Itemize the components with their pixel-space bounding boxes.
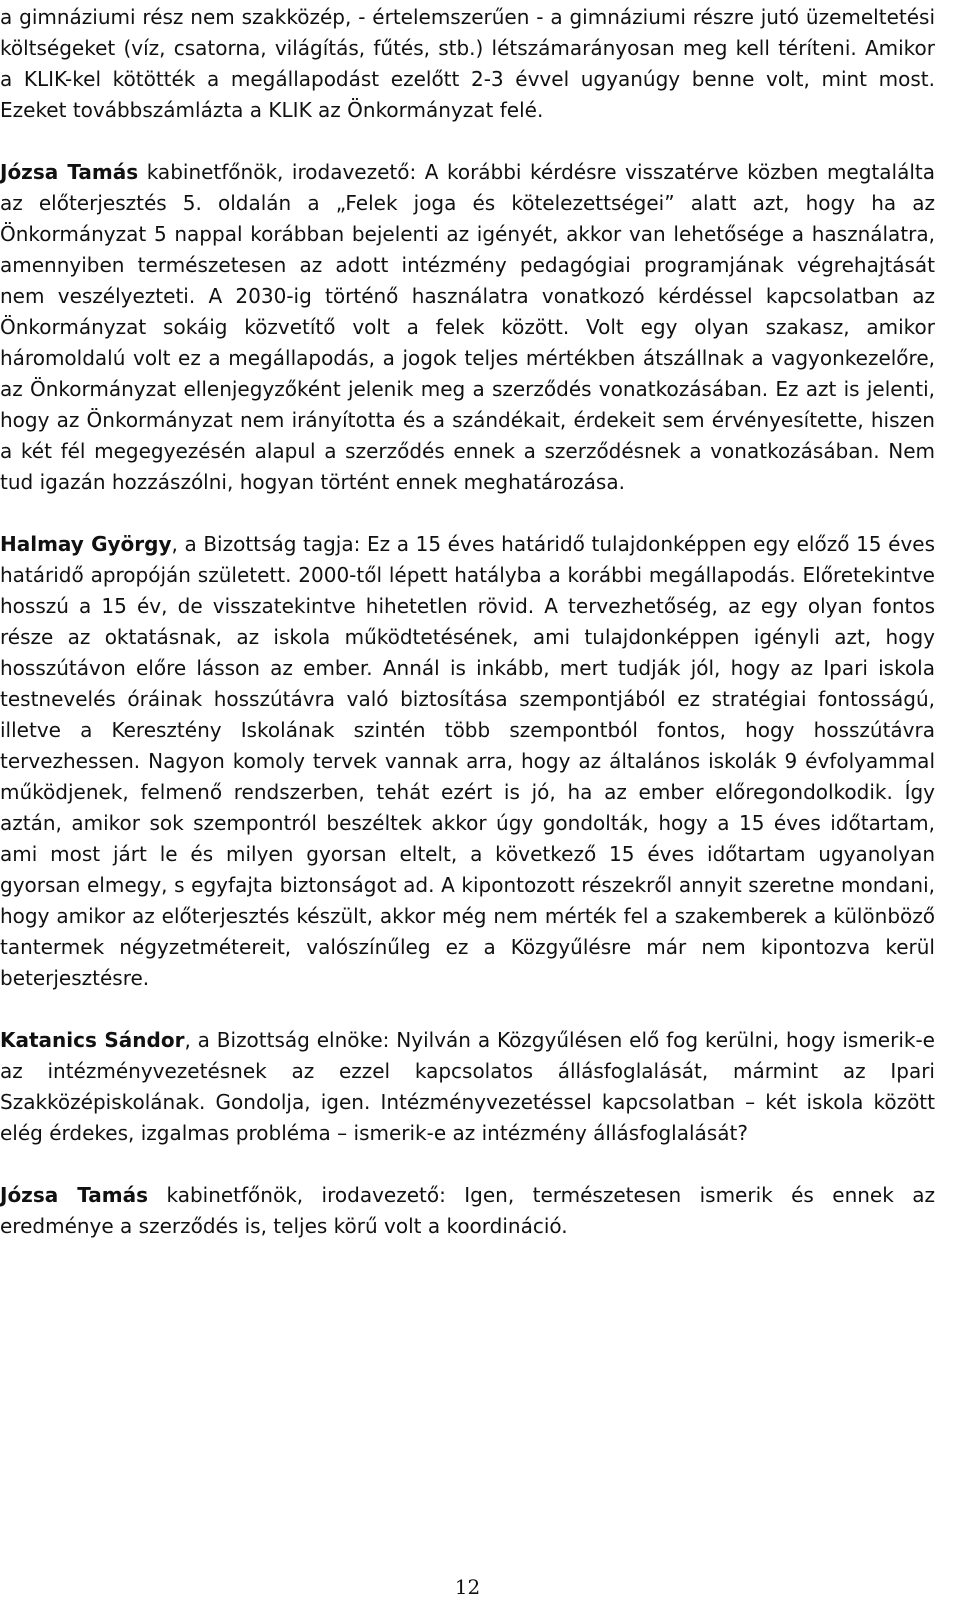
paragraph-text: Nyilván a Közgyűlésen elő fog kerülni, hogy ismerik-e az intézményvezetésnek az ezzel kapcsolatos állásfoglalását, mármint az Ipari Szakközépiskolának. Gondolja, igen. Intézményvezetéssel kapcsolatban – két iskola között elég érdekes, izgalmas probléma – ismerik-e az intézmény állásfoglalását? <box>0 1028 935 1145</box>
paragraph-5 <box>0 1180 935 1242</box>
page-number: 12 <box>454 1575 481 1599</box>
speaker-name: Katanics Sándor <box>0 1028 185 1052</box>
paragraph-text: Ez a 15 éves határidő tulajdonképpen egy előző 15 éves határidő apropóján született. 2000-től lépett hatályba a korábbi megállapodás. Előretekintve hosszú a 15 év, de visszatekintve hihetetlen rövid. A tervezhetőség, az egy olyan fontos része az oktatásnak, az iskola működtetésének, ami tulajdonképpen igényli azt, hogy hosszútávon előre lásson az ember. Annál is inkább, mert tudják jól, hogy az Ipari iskola testnevelés óráinak hosszútávra való biztosítása szempontjából ez stratégiai fontosságú, illetve a Keresztény Iskolának szintén több szempontból fontos, hogy hosszútávra tervezhessen. Nagyon komoly tervek vannak arra, hogy az általános iskolák 9 évfolyammal működjenek, felmenő rendszerben, tehát ezért is jó, ha az ember előregondolkodik. Így aztán, amikor sok szempontról beszéltek akkor úgy gondolták, hogy a 15 éves időtartam, ami most járt le és milyen gyorsan eltelt, a következő 15 éves időtartam ugyanolyan gyorsan elmegy, s egyfajta biztonságot ad. A kipontozott részekről annyit szeretne mondani, hogy amikor az előterjesztés készült, akkor még nem mérték fel a szakemberek a különböző tantermek négyzetmétereit, valószínűleg ez a Közgyűlésre már nem kipontozva kerül beterjesztésre. <box>0 532 935 990</box>
speaker-role: , a Bizottság tagja: <box>171 532 367 556</box>
speaker-name: Józsa Tamás <box>0 1183 149 1207</box>
speaker-role: kabinetfőnök, irodavezető: <box>148 1183 465 1207</box>
speaker-name: Halmay György <box>0 532 172 556</box>
speaker-name: Józsa Tamás <box>0 160 139 184</box>
paragraph-3 <box>0 529 935 994</box>
speaker-role: kabinetfőnök, irodavezető: <box>138 160 425 184</box>
paragraph-text: Igen, természetesen ismerik és ennek az eredménye a szerződés is, teljes körű volt a koordináció. <box>0 1183 935 1238</box>
paragraph-2 <box>0 157 935 498</box>
paragraph-4 <box>0 1025 935 1149</box>
paragraph-text: A korábbi kérdésre visszatérve közben megtalálta az előterjesztés 5. oldalán a „Felek joga és kötelezettségei” alatt azt, hogy ha az Önkormányzat 5 nappal korábban bejelenti az igényét, akkor van lehetősége a használatra, amennyiben természetesen az adott intézmény pedagógiai programjának végrehajtását nem veszélyezteti. A 2030-ig történő használatra vonatkozó kérdéssel kapcsolatban az Önkormányzat sokáig közvetítő volt a felek között. Volt egy olyan szakasz, amikor háromoldalú volt ez a megállapodás, a jogok teljes mértékben átszállnak a vagyonkezelőre, az Önkormányzat ellenjegyzőként jelenik meg a szerződés vonatkozásában. Ez azt is jelenti, hogy az Önkormányzat nem irányította és a szándékait, érdekeit sem érvényesítette, hiszen a két fél megegyezésén alapul a szerződés ennek a szerződésnek a vonatkozásában. Nem tud igazán hozzászólni, hogyan történt ennek meghatározása. <box>0 160 935 494</box>
paragraph-text: a gimnáziumi rész nem szakközép, - értelemszerűen - a gimnáziumi részre jutó üzemeltetési költségeket (víz, csatorna, világítás, fűtés, stb.) létszámarányosan meg kell téríteni. Amikor a KLIK-kel kötötték a megállapodást ezelőtt 2-3 évvel ugyanúgy benne volt, mint most. Ezeket továbbszámlázta a KLIK az Önkormányzat felé. <box>0 5 935 122</box>
paragraph-1 <box>0 2 935 126</box>
document-body <box>0 2 935 1242</box>
speaker-role: , a Bizottság elnöke: <box>184 1028 397 1052</box>
